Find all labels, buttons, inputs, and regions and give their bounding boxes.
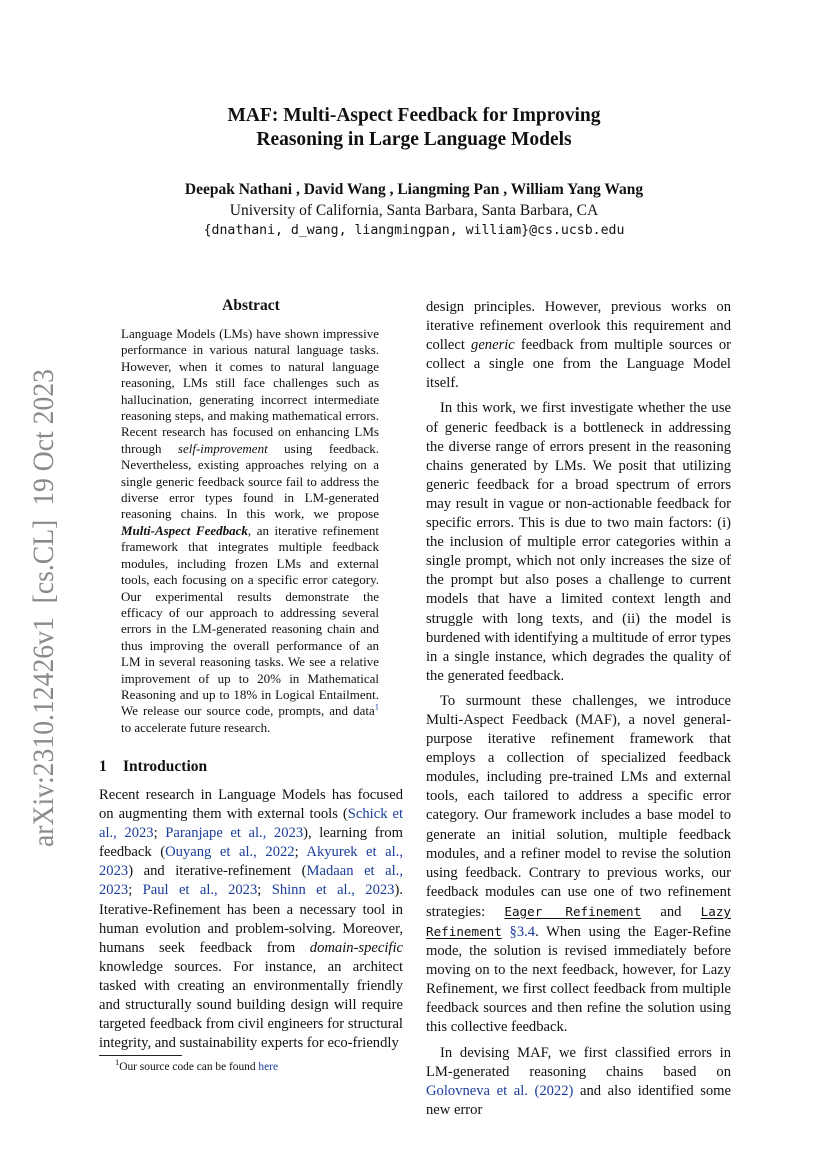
- abstract-emphasis: self-improvement: [177, 440, 268, 456]
- title-line-1: MAF: Multi-Aspect Feedback for Improving: [227, 105, 601, 126]
- right-column: [426, 298, 731, 1120]
- citation-link[interactable]: Madaan et al., 2023: [99, 863, 403, 899]
- abstract-method-name: Multi-Aspect Feedback: [121, 522, 248, 538]
- text-run: ;: [294, 844, 307, 861]
- abstract-heading: Abstract: [222, 297, 280, 314]
- eager-refinement-term: Eager Refinement: [504, 903, 642, 919]
- abstract-part: to accelerate future research.: [121, 719, 271, 735]
- author-emails[interactable]: {dnathani, d_wang, liangmingpan, william}@cs.ucsb.edu: [203, 223, 625, 238]
- intro-paragraph-1: [99, 786, 403, 1053]
- footnote-rule: [99, 1055, 182, 1056]
- abstract-part: Language Models (LMs) have shown impressive performance in various natural language tasks. However, when it comes to natural language reasoning, LMs still face challenges such as hallucination, generating incorrect intermediate reasoning steps, and making mathematical errors. Recent research has focused on enhancing LMs through: [121, 326, 379, 456]
- text-run: and: [641, 903, 701, 920]
- intro-paragraph-3: [426, 692, 731, 1038]
- text-run: ), learning from feedback (: [99, 825, 403, 861]
- arxiv-identifier: arXiv:2310.12426v1 [cs.CL] 19 Oct 2023: [27, 328, 60, 847]
- lazy-refinement-term: Lazy Refinement: [426, 903, 731, 939]
- citation-link[interactable]: Ouyang et al., 2022: [165, 844, 295, 861]
- text-emphasis: domain-specific: [309, 939, 403, 956]
- text-run: and also identified some new error: [426, 1082, 731, 1118]
- text-run: design principles. However, previous works on iterative refinement overlook this requirement and collect: [426, 299, 731, 354]
- citation-link[interactable]: Golovneva et al. (2022): [426, 1082, 574, 1099]
- citation-link[interactable]: Schick et al., 2023: [99, 806, 404, 842]
- author-list: Deepak Nathani , David Wang , Liangming Pan , William Yang Wang: [184, 181, 644, 198]
- text-run: ). Iterative-Refinement has been a necessary tool in human evolution and problem-solving. Moreover, humans seek feedback from: [99, 882, 403, 956]
- citation-link[interactable]: Shinn et al., 2023: [271, 882, 395, 899]
- text-run: . When using the Eager-Refine mode, the solution is revised immediately before moving on to the next feedback, however, for Lazy Refinement, we first collect feedback from multiple feedback sources and then refine the solution using this collective feedback.: [426, 924, 731, 1036]
- affiliation: University of California, Santa Barbara, Santa Barbara, CA: [229, 202, 599, 219]
- paper-title: [150, 104, 678, 152]
- footnote-number: 1: [115, 1057, 120, 1068]
- text-run: In devising MAF, we first classified errors in LM-generated reasoning chains based on: [426, 1044, 731, 1080]
- arxiv-stamp-svg: [0, 0, 84, 1171]
- text-emphasis: generic: [471, 337, 515, 354]
- citation-link[interactable]: Paranjape et al., 2023: [165, 825, 304, 842]
- left-column: [99, 786, 403, 1053]
- text-run: ;: [257, 882, 272, 899]
- footnote: [115, 1057, 279, 1074]
- text-run: knowledge sources. For instance, an architect tasked with creating an environmentally friendly and structurally sound building design will require targeted feedback from civil engineers for structural integrity, and sustainability experts for eco-friendly: [99, 958, 403, 1052]
- text-run: ) and iterative-refinement (: [128, 863, 307, 880]
- title-line-2: Reasoning in Large Language Models: [256, 129, 572, 150]
- citation-link[interactable]: Akyurek et al., 2023: [99, 844, 403, 880]
- abstract-part: using feedback. Nevertheless, existing approaches relying on a single generic feedback source fail to address the diverse error types found in LM-generated reasoning chains. In this work, we propose: [121, 440, 379, 522]
- text-run: ;: [128, 882, 143, 899]
- footnote-marker[interactable]: 1: [374, 702, 379, 713]
- footnote-link[interactable]: here: [258, 1061, 279, 1073]
- section-reference-link[interactable]: §3.4: [509, 924, 536, 940]
- text-run: Recent research in Language Models has focused on augmenting them with external tools (: [99, 787, 403, 823]
- text-run: To surmount these challenges, we introduce Multi-Aspect Feedback (MAF), a novel general-purpose iterative refinement framework that employs a collection of specialized feedback modules, including pre-trained LMs and external tools, each tailored to address a specific error category. Our framework includes a base model to generate an initial solution, multiple feedback modules, and a refiner model to revise the solution using feedback. Contrary to previous works, our feedback modules can use one of two refinement strategies:: [426, 692, 731, 920]
- intro-paragraph-2: In this work, we first investigate whether the use of generic feedback is a bottleneck in addressing the diverse range of errors present in the reasoning chains generated by LMs. We posit that utilizing generic feedback for a broad spectrum of errors may result in vague or non-actionable feedback for specific errors. This is due to two main factors: (i) the inclusion of multiple error categories within a single prompt, which not only increases the size of the prompt but also poses a challenge to current models that have a limited context length and struggle with long texts, and (ii) the model is burdened with identifying a multitude of error types in a single instance, which degrades the quality of the generated feedback.: [426, 400, 731, 684]
- intro-paragraph-continued: [426, 298, 731, 393]
- intro-paragraph-4: [426, 1044, 731, 1120]
- citation-link[interactable]: Paul et al., 2023: [142, 882, 258, 899]
- abstract-text: [121, 326, 379, 736]
- footnote-text: Our source code can be found: [119, 1061, 259, 1073]
- section-heading-introduction: [99, 757, 207, 777]
- text-run: feedback from multiple sources or collect a single one from the Language Model itself.: [426, 337, 731, 392]
- arxiv-stamp: [0, 0, 84, 1171]
- text-run: ;: [153, 825, 166, 842]
- section-number: 1: [99, 758, 107, 775]
- section-title: Introduction: [123, 758, 208, 775]
- text-run: [502, 924, 510, 940]
- abstract-part: , an iterative refinement framework that integrates multiple feedback modules, including frozen LMs and external tools, each focusing on a specific error category. Our experimental results demonstrate the efficacy of our approach to addressing several errors in the LM-generated reasoning chain and thus improving the overall performance of an LM in several reasoning tasks. We see a relative improvement of up to 20% in Mathematical Reasoning and up to 18% in Logical Entailment. We release our source code, prompts, and data: [121, 522, 379, 719]
